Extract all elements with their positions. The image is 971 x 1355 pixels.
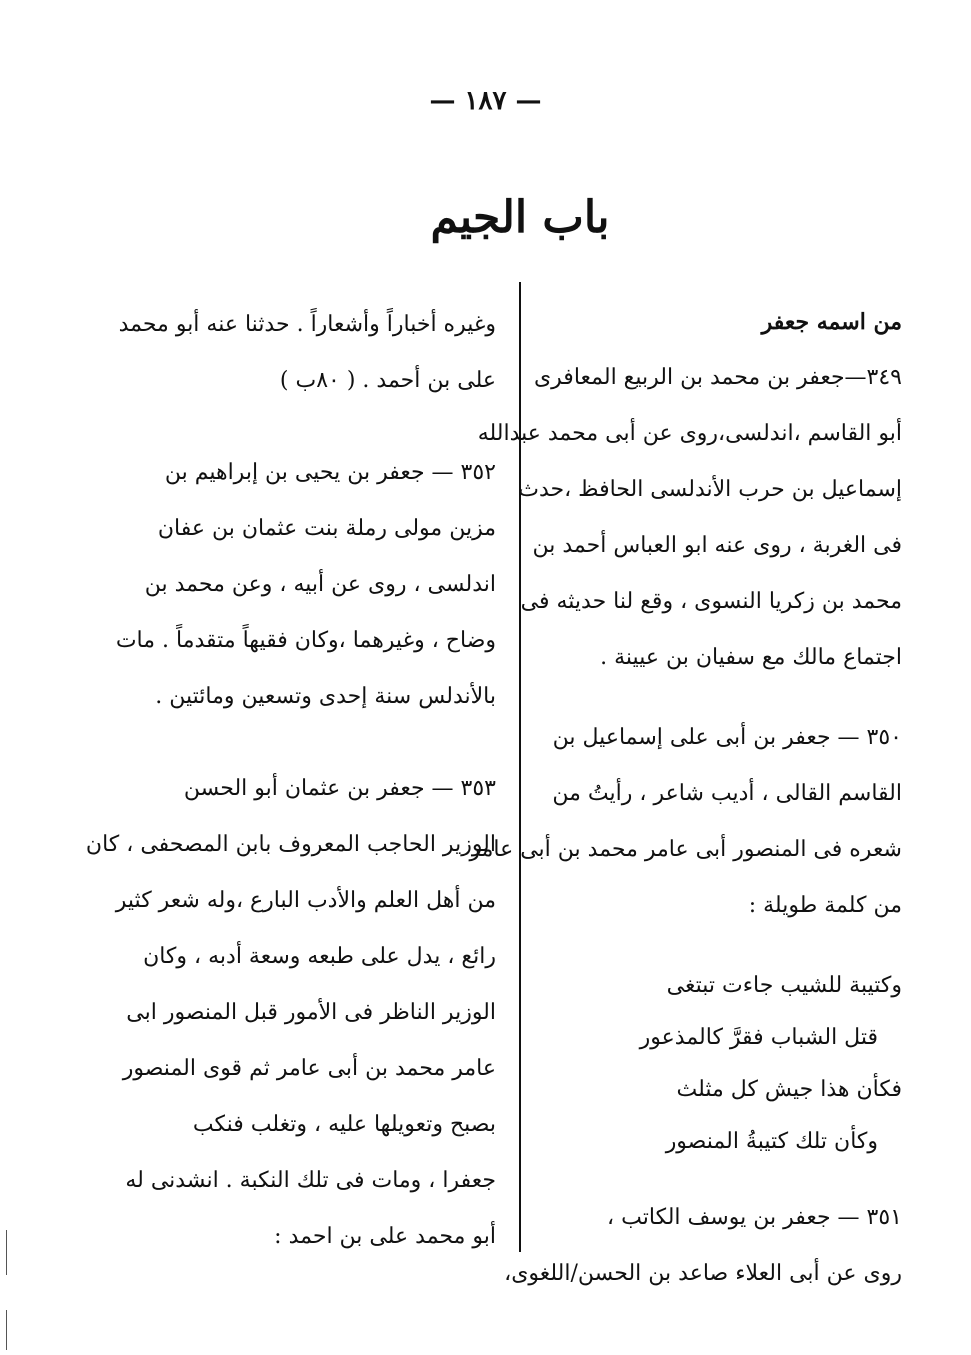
text-line: ٣٥٢ — جعفر بن يحيى بن إبراهيم بن (164, 460, 496, 485)
text-line: إسماعيل بن حرب الأندلسى الحافظ ،حدث (518, 477, 902, 502)
text-line: ٣٥١ — جعفر بن يوسف الكاتب ، (607, 1205, 902, 1230)
left-column (85, 305, 496, 1273)
text-line: جعفرا ، ومات فى تلك النكبة . انشدنى له (125, 1168, 496, 1193)
text-line: عامر محمد بن أبى عامر ثم قوى المنصور (122, 1056, 496, 1081)
text-line: شعره فى المنصور أبى عامر محمد بن أبى عامر (469, 837, 902, 862)
margin-mark (6, 1230, 7, 1275)
margin-mark (6, 1310, 7, 1350)
text-line: الوزير الحاجب المعروف بابن المصحفى ، كان (85, 832, 496, 857)
entry-353 (85, 769, 496, 1273)
right-column (469, 302, 902, 1310)
verse-line: قتل الشباب فقرَّ كالمذعور (639, 1025, 878, 1050)
chapter-title: باب الجيم (430, 192, 610, 243)
entry-352 (115, 453, 496, 733)
verse-line: وكتيبة للشيب جاءت تبتغى (666, 973, 902, 998)
text-line: ٣٥٣ — جعفر بن عثمان أبو الحسن (183, 776, 496, 801)
text-line: اجتماع مالك مع سفيان بن عيينة . (600, 645, 902, 670)
text-line: روى عن أبى العلاء صاعد بن الحسن/اللغوى، (504, 1261, 902, 1286)
text-line: القاسم القالى ، أديب شاعر ، رأيتُ من (552, 781, 902, 806)
text-line: من أهل العلم والأدب البارع ،وله شعر كثير (115, 888, 496, 913)
entry-349 (477, 358, 902, 694)
verse-line: وكأن تلك كتيبةُ المنصور (665, 1129, 878, 1154)
text-line: فى الغربة ، روى عنه ابو العباس أحمد بن (532, 533, 902, 558)
text-line: بصبح وتعويلها عليه ، وتغلب فنكب (192, 1112, 496, 1137)
text-line: أبو القاسم ،اندلسى،روى عن أبى محمد عبدالله (477, 421, 902, 446)
text-line: اندلسى ، روى عن أبيه ، وعن محمد بن (144, 572, 496, 597)
text-line: محمد بن زكريا النسوى ، وقع لنا حديثه فى (520, 589, 902, 614)
verse-line: فكأن هذا جيش كل مثلث (676, 1077, 902, 1102)
text-line: رائع ، يدل على طبعه وسعة أدبه ، وكان (143, 944, 496, 969)
text-line: على بن أحمد . ( ٨٠ب ) (279, 368, 496, 393)
page-number: — ١٨٧ — (429, 86, 542, 116)
entry-350 (469, 718, 902, 942)
text-line: وضاح ، وغيرهما ،وكان فقيهاً متقدماً . مات (115, 628, 496, 653)
text-line: أبو محمد على بن احمد : (274, 1224, 496, 1249)
entry-351 (504, 1198, 902, 1310)
text-line: ٣٤٩—جعفر بن محمد بن الربيع المعافرى (533, 365, 902, 390)
text-line: مزين مولى رملة بنت عثمان بن عفان (157, 516, 496, 541)
poem (548, 966, 902, 1174)
text-line: الوزير الناظر فى الأمور قبل المنصور ابى (126, 1000, 496, 1025)
text-line: بالأندلس سنة إحدى وتسعين ومائتين . (155, 684, 496, 709)
text-line: من كلمة طويلة : (748, 893, 902, 918)
text-line: ٣٥٠ — جعفر بن أبى على إسماعيل بن (552, 725, 902, 750)
section-heading: من اسمه جعفر (761, 309, 902, 335)
text-line: وغيره أخباراً وأشعاراً . حدثنا عنه أبو محمد (118, 312, 496, 337)
continuation (118, 305, 496, 417)
